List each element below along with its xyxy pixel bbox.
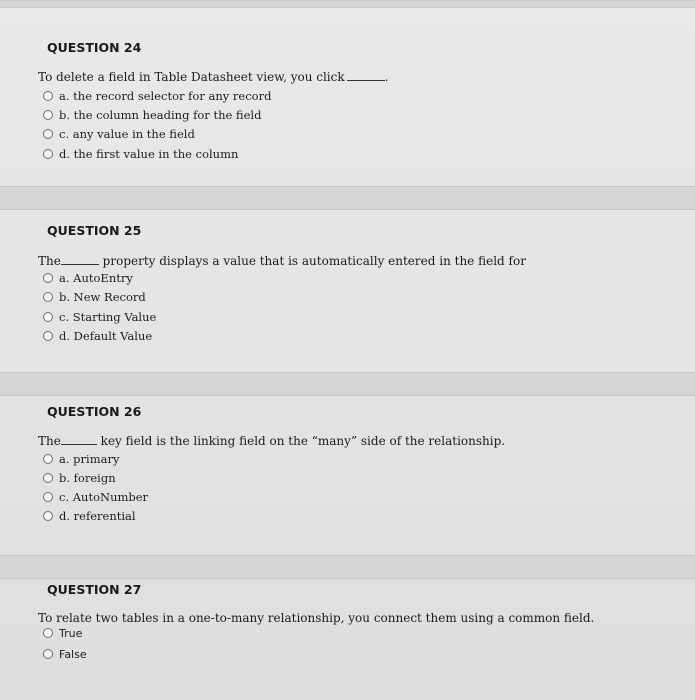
- answer-option[interactable]: [43, 625, 82, 641]
- option-label: d. the first value in the column: [59, 147, 239, 161]
- section-divider: [0, 0, 695, 8]
- prompt-text: To delete a field in Table Datasheet view, you click: [38, 70, 345, 84]
- question-heading: QUESTION 24: [47, 40, 142, 55]
- answer-option[interactable]: [43, 126, 195, 142]
- radio-button[interactable]: [43, 312, 53, 322]
- option-label: True: [59, 626, 83, 640]
- answer-blank: [347, 70, 385, 81]
- prompt-text: The: [38, 254, 61, 268]
- answer-option[interactable]: [43, 107, 261, 123]
- answer-option[interactable]: [43, 146, 238, 162]
- option-label: a. the record selector for any record: [59, 89, 272, 103]
- option-label: a. AutoEntry: [59, 271, 133, 285]
- option-label: c. AutoNumber: [59, 490, 149, 504]
- radio-button[interactable]: [43, 292, 53, 302]
- answer-option[interactable]: [43, 646, 87, 662]
- section-divider: [0, 186, 695, 210]
- prompt-text: key field is the linking field on the “many” side of the relationship.: [100, 434, 506, 448]
- answer-option[interactable]: [43, 470, 116, 486]
- answer-option[interactable]: [43, 451, 119, 467]
- radio-button[interactable]: [43, 331, 53, 341]
- option-label: d. Default Value: [59, 329, 153, 343]
- radio-button[interactable]: [43, 149, 53, 159]
- option-label: c. Starting Value: [59, 310, 157, 324]
- answer-option[interactable]: [43, 309, 156, 325]
- answer-option[interactable]: [43, 489, 148, 505]
- prompt-text: property displays a value that is automatically entered in the field for: [102, 254, 526, 268]
- prompt-text: To relate two tables in a one-to-many relationship, you connect them using a common field.: [38, 611, 595, 625]
- radio-button[interactable]: [43, 473, 53, 483]
- option-label: a. primary: [59, 452, 120, 466]
- question-prompt: [38, 611, 594, 625]
- option-label: d. referential: [59, 509, 136, 523]
- answer-option[interactable]: [43, 508, 136, 524]
- question-prompt: [38, 254, 526, 268]
- option-label: c. any value in the field: [59, 127, 195, 141]
- question-heading: QUESTION 27: [47, 582, 142, 597]
- question-heading: QUESTION 26: [47, 404, 142, 419]
- answer-option[interactable]: [43, 270, 133, 286]
- option-label: False: [59, 647, 87, 661]
- radio-button[interactable]: [43, 273, 53, 283]
- answer-option[interactable]: [43, 88, 271, 104]
- radio-button[interactable]: [43, 511, 53, 521]
- answer-blank: [61, 434, 97, 445]
- question-prompt: [38, 434, 505, 448]
- radio-button[interactable]: [43, 649, 53, 659]
- question-prompt: [38, 70, 388, 84]
- radio-button[interactable]: [43, 91, 53, 101]
- radio-button[interactable]: [43, 454, 53, 464]
- option-label: b. the column heading for the field: [59, 108, 262, 122]
- answer-option[interactable]: [43, 328, 152, 344]
- answer-blank: [61, 254, 99, 265]
- answer-option[interactable]: [43, 289, 146, 305]
- question-heading: QUESTION 25: [47, 223, 142, 238]
- prompt-text: .: [384, 70, 389, 84]
- section-divider: [0, 372, 695, 396]
- radio-button[interactable]: [43, 129, 53, 139]
- option-label: b. foreign: [59, 471, 116, 485]
- section-divider: [0, 555, 695, 579]
- radio-button[interactable]: [43, 110, 53, 120]
- option-label: b. New Record: [59, 290, 146, 304]
- radio-button[interactable]: [43, 628, 53, 638]
- prompt-text: The: [38, 434, 61, 448]
- radio-button[interactable]: [43, 492, 53, 502]
